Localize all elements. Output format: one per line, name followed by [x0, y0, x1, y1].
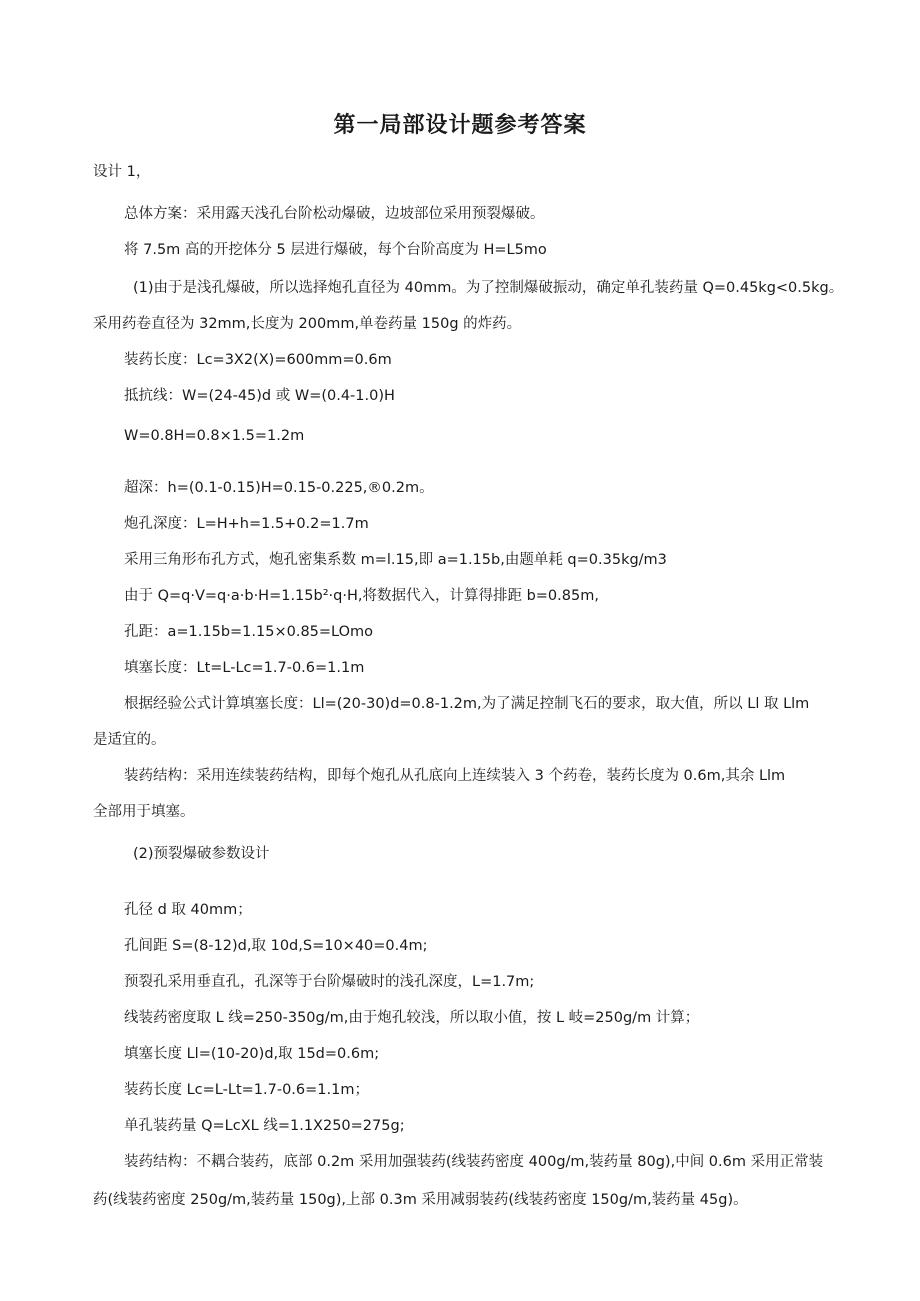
paragraph-burden-value: W=0.8H=0.8×1.5=1.2m — [124, 428, 305, 444]
paragraph-charge-length: 装药长度：Lc=3X2(X)=600mm=0.6m — [124, 352, 392, 368]
paragraph-hole-diameter: (1)由于是浅孔爆破，所以选择炮孔直径为 40mm。为了控制爆破振动，确定单孔装药量 Q=0.45kg<0.5kg。 — [133, 280, 844, 296]
paragraph-decoupled-charge-cont: 药(线装药密度 250g∕m,装药量 150g),上部 0.3m 采用减弱装药(线装药密度 150g∕m,装药量 45g)。 — [93, 1192, 748, 1208]
subheading-presplit-design: (2)预裂爆破参数设计 — [133, 846, 270, 862]
paragraph-presplit-spacing: 孔间距 S=(8-12)d,取 10d,S=10×40=0.4m; — [124, 938, 428, 954]
section-label: 设计 1， — [93, 164, 151, 180]
paragraph-charge-structure-cont: 全部用于填塞。 — [93, 804, 195, 820]
paragraph-row-spacing: 由于 Q=q·V=q·a·b·H=1.15b²·q·H,将数据代入，计算得排距 b=0.85m, — [124, 588, 599, 604]
paragraph-stemming-length: 填塞长度：Lt=L-Lc=1.7-0.6=1.1m — [124, 660, 365, 676]
paragraph-hole-depth: 炮孔深度：L=H+h=1.5+0.2=1.7m — [124, 516, 369, 532]
paragraph-subdrill: 超深：h=(0.1-0.15)H=0.15-0.225,®0.2m。 — [124, 480, 434, 496]
paragraph-presplit-stemming: 填塞长度 Ll=(10-20)d,取 15d=0.6m; — [124, 1046, 380, 1062]
paragraph-presplit-charge-length: 装药长度 Lc=L-Lt=1.7-0.6=1.1m； — [124, 1082, 369, 1098]
paragraph-hole-diameter-cont: 采用药卷直径为 32mm,长度为 200mm,单卷药量 150g 的炸药。 — [93, 316, 522, 332]
paragraph-presplit-depth: 预裂孔采用垂直孔，孔深等于台阶爆破时的浅孔深度，L=1.7m; — [124, 974, 535, 990]
paragraph-overall-plan: 总体方案：采用露天浅孔台阶松动爆破，边坡部位采用预裂爆破。 — [124, 206, 545, 222]
paragraph-bench-layers: 将 7.5m 高的开挖体分 5 层进行爆破，每个台阶高度为 H=L5mo — [124, 242, 547, 258]
paragraph-empirical-stemming-cont: 是适宜的。 — [93, 732, 166, 748]
paragraph-empirical-stemming: 根据经验公式计算填塞长度：Ll=(20-30)d=0.8-1.2m,为了满足控制飞石的要求，取大值，所以 Ll 取 Llm — [124, 696, 810, 712]
paragraph-linear-charge-density: 线装药密度取 L 线=250-350g∕m,由于炮孔较浅，所以取小值，按 L 岐=250g∕m 计算； — [124, 1010, 700, 1026]
page-title: 第一局部设计题参考答案 — [333, 113, 587, 138]
paragraph-charge-structure: 装药结构：采用连续装药结构，即每个炮孔从孔底向上连续装入 3 个药卷，装药长度为 0.6m,其余 Llm — [124, 768, 786, 784]
paragraph-hole-spacing: 孔距：a=1.15b=1.15×0.85=LOmo — [124, 624, 374, 640]
paragraph-presplit-diameter: 孔径 d 取 40mm； — [124, 902, 252, 918]
paragraph-decoupled-charge: 装药结构：不耦合装药，底部 0.2m 采用加强装药(线装药密度 400g∕m,装药量 80g),中间 0.6m 采用正常装 — [124, 1154, 824, 1170]
paragraph-hole-pattern: 采用三角形布孔方式，炮孔密集系数 m=l.15,即 a=1.15b,由题单耗 q=0.35kg∕m3 — [124, 552, 667, 568]
paragraph-burden-formula: 抵抗线：W=(24-45)d 或 W=(0.4-1.0)H — [124, 388, 395, 404]
paragraph-presplit-charge-weight: 单孔装药量 Q=LcXL 线=1.1X250=275g; — [124, 1118, 405, 1134]
